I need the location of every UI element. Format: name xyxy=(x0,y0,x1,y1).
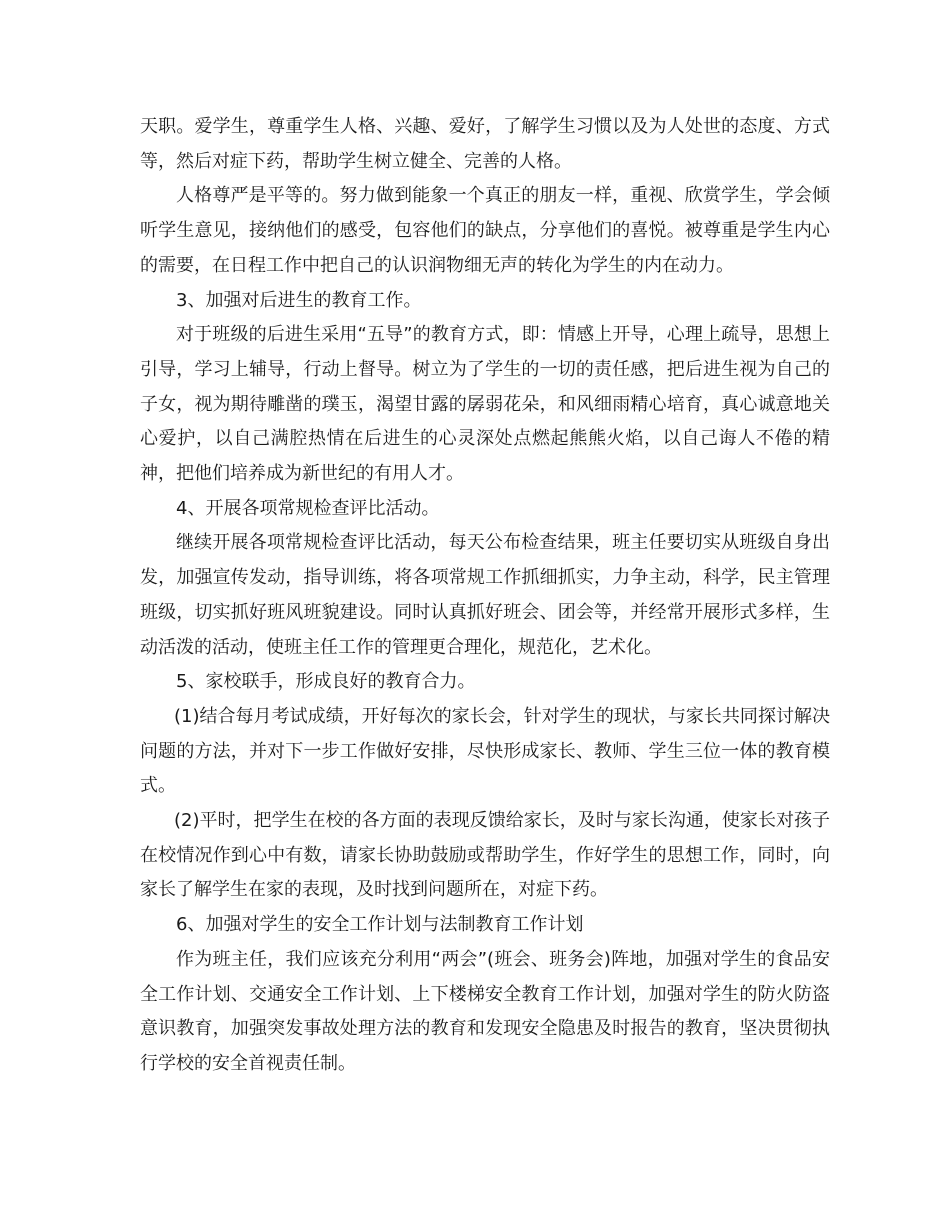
heading-section-5: 5、家校联手，形成良好的教育合力。 xyxy=(176,671,476,693)
heading-section-4: 4、开展各项常规检查评比活动。 xyxy=(176,497,440,519)
document-body xyxy=(140,110,830,1082)
heading-section-3: 3、加强对后进生的教育工作。 xyxy=(176,289,422,311)
paragraph-personality-dignity: 人格尊严是平等的。努力做到能象一个真正的朋友一样，重视、欣赏学生，学会倾听学生意见，接纳他们的感受，包容他们的缺点，分享他们的喜悦。被尊重是学生内心的需要，在日程工作中把自己的认识润物细无声的转化为学生的内在动力。 xyxy=(140,185,830,276)
paragraph-item-2: (2)平时，把学生在校的各方面的表现反馈给家长，及时与家长沟通，使家长对孩子在校情况作到心中有数，请家长协助鼓励或帮助学生，作好学生的思想工作，同时，向家长了解学生在家的表现，及时找到问题所在，对症下药。 xyxy=(140,810,830,901)
heading-section-6: 6、加强对学生的安全工作计划与法制教育工作计划 xyxy=(176,914,584,936)
paragraph-routine-inspection: 继续开展各项常规检查评比活动，每天公布检查结果，班主任要切实从班级自身出发，加强宣传发动，指导训练，将各项常规工作抓细抓实，力争主动，科学，民主管理班级，切实抓好班风班貌建设。同时认真抓好班会、团会等，并经常开展形式多样，生动活泼的活动，使班主任工作的管理更合理化，规范化，艺术化。 xyxy=(140,532,830,658)
paragraph-item-1: (1)结合每月考试成绩，开好每次的家长会，针对学生的现状，与家长共同探讨解决问题的方法，并对下一步工作做好安排，尽快形成家长、教师、学生三位一体的教育模式。 xyxy=(140,705,830,797)
paragraph-five-guides: 对于班级的后进生采用“五导”的教育方式，即：情感上开导，心理上疏导，思想上引导，学习上辅导，行动上督导。树立为了学生的一切的责任感，把后进生视为自己的子女，视为期待雕凿的璞玉，渴望甘露的孱弱花朵，和风细雨精心培育，真心诚意地关心爱护，以自己满腔热情在后进生的心灵深处点燃起熊熊火焰，以自己诲人不倦的精神，把他们培养成为新世纪的有用人才。 xyxy=(140,324,830,485)
paragraph-safety-education: 作为班主任，我们应该充分利用“两会”(班会、班务会)阵地，加强对学生的食品安全工作计划、交通安全工作计划、上下楼梯安全教育工作计划，加强对学生的防火防盗意识教育，加强突发事故处理方法的教育和发现安全隐患及时报告的教育，坚决贯彻执行学校的安全首视责任制。 xyxy=(140,948,830,1074)
paragraph-continuation: 天职。爱学生，尊重学生人格、兴趣、爱好，了解学生习惯以及为人处世的态度、方式等，然后对症下药，帮助学生树立健全、完善的人格。 xyxy=(140,116,830,172)
